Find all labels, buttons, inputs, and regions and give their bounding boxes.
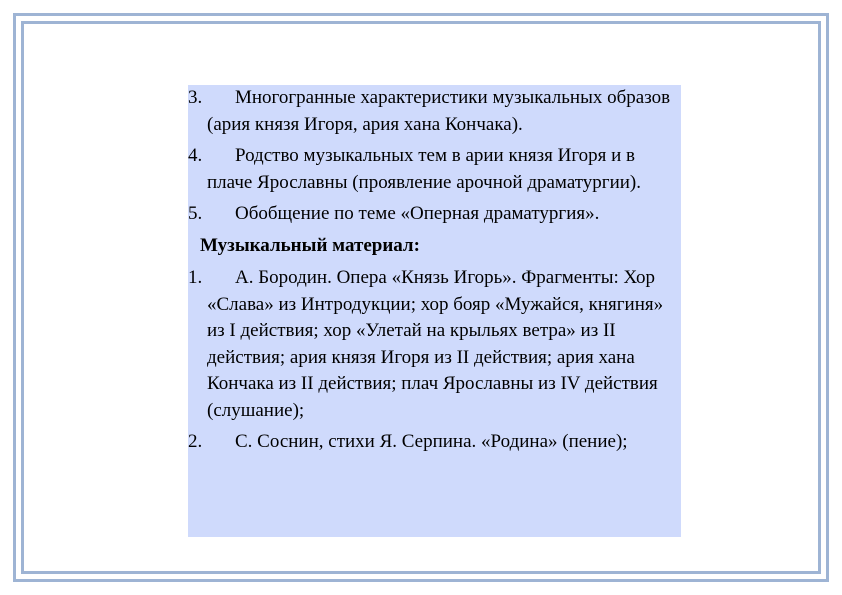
list-item-text: А. Бородин. Опера «Князь Игорь». Фрагменты: Хор «Слава» из Интродукции; хор бояр «Мужайся, княгиня» из I действия; хор «Улетай на крыльях ветра» из II действия; ария князя Игоря из II действия; ария хана Кончака из II действия; плач Ярославны из IV действия (слушание); — [207, 267, 664, 421]
section-heading: Музыкальный материал: — [200, 234, 420, 256]
list-item — [188, 265, 681, 424]
list-item-number: 4. — [188, 145, 203, 166]
list-item-number: 1. — [188, 267, 203, 288]
list-item-text: Родство музыкальных тем в арии князя Игоря и в плаче Ярославны (проявление арочной драматургии). — [207, 145, 642, 193]
list-item-text: Обобщение по теме «Оперная драматургия». — [235, 203, 600, 224]
list-item-number: 2. — [188, 431, 203, 452]
list-item-text: С. Соснин, стихи Я. Серпина. «Родина» (пение); — [235, 431, 628, 452]
list-item-number: 5. — [188, 203, 203, 224]
list-item — [188, 143, 681, 196]
content-textbox — [188, 85, 681, 537]
list-item-number: 3. — [188, 87, 203, 108]
list-item-text: Многогранные характеристики музыкальных образов (ария князя Игоря, ария хана Кончака). — [207, 87, 671, 135]
list-item — [188, 85, 681, 138]
list-item — [188, 429, 681, 456]
list-item — [188, 201, 681, 228]
